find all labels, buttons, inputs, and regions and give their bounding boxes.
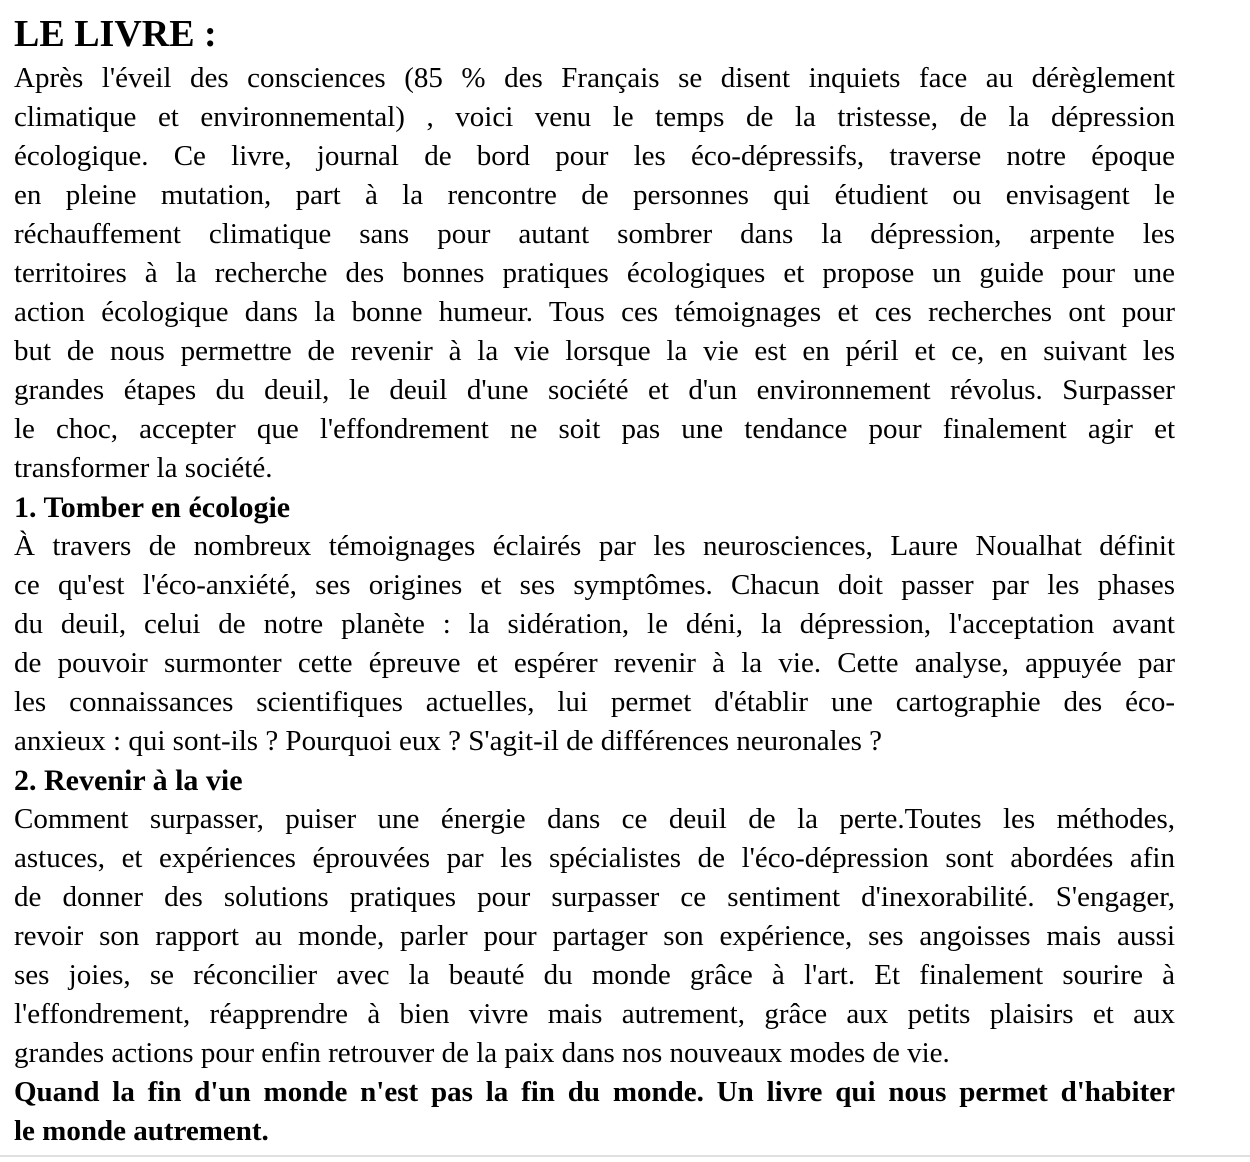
intro-paragraph — [14, 59, 1175, 488]
text-line: du deuil, celui de notre planète : la sidération, le déni, la dépression, l'acceptation avant — [14, 608, 1175, 640]
text-line: grandes étapes du deuil, le deuil d'une société et d'un environnement révolus. Surpasser — [14, 374, 1175, 406]
page-title: LE LIVRE : — [14, 13, 217, 55]
text-line: ses joies, se réconcilier avec la beauté du monde grâce à l'art. Et finalement sourire à — [14, 959, 1175, 991]
text-line: transformer la société. — [14, 452, 273, 484]
text-line: réchauffement climatique sans pour autant sombrer dans la dépression, arpente les — [14, 218, 1175, 250]
text-line: astuces, et expériences éprouvées par les spécialistes de l'éco-dépression sont abordées afin — [14, 842, 1175, 874]
text-line: le choc, accepter que l'effondrement ne soit pas une tendance pour finalement agir et — [14, 413, 1175, 445]
text-line: de pouvoir surmonter cette épreuve et espérer revenir à la vie. Cette analyse, appuyée par — [14, 647, 1175, 679]
text-line: les connaissances scientifiques actuelles, lui permet d'établir une cartographie des éco- — [14, 686, 1175, 718]
text-line: l'effondrement, réapprendre à bien vivre mais autrement, grâce aux petits plaisirs et aux — [14, 998, 1175, 1030]
text-line: anxieux : qui sont-ils ? Pourquoi eux ? S'agit-il de différences neuronales ? — [14, 725, 883, 757]
text-line: Comment surpasser, puiser une énergie dans ce deuil de la perte.Toutes les méthodes, — [14, 803, 1175, 835]
text-line: action écologique dans la bonne humeur. Tous ces témoignages et ces recherches ont pour — [14, 296, 1175, 328]
text-line: revoir son rapport au monde, parler pour partager son expérience, ses angoisses mais aussi — [14, 920, 1175, 952]
section-1-paragraph — [14, 527, 1175, 761]
text-line: en pleine mutation, part à la rencontre de personnes qui étudient ou envisagent le — [14, 179, 1175, 211]
text-line: Quand la fin d'un monde n'est pas la fin du monde. Un livre qui nous permet d'habiter — [14, 1076, 1175, 1108]
text-line: Après l'éveil des consciences (85 % des Français se disent inquiets face au dérèglement — [14, 62, 1175, 94]
closing-statement — [14, 1073, 1175, 1151]
text-line: ce qu'est l'éco-anxiété, ses origines et ses symptômes. Chacun doit passer par les phases — [14, 569, 1175, 601]
text-line: écologique. Ce livre, journal de bord pour les éco-dépressifs, traverse notre époque — [14, 140, 1175, 172]
section-2-paragraph — [14, 800, 1175, 1073]
text-line: but de nous permettre de revenir à la vie lorsque la vie est en péril et ce, en suivant les — [14, 335, 1175, 367]
text-line: À travers de nombreux témoignages éclairés par les neurosciences, Laure Noualhat définit — [14, 530, 1175, 562]
bottom-divider — [0, 1155, 1250, 1157]
text-line: de donner des solutions pratiques pour surpasser ce sentiment d'inexorabilité. S'engager, — [14, 881, 1175, 913]
text-line: territoires à la recherche des bonnes pratiques écologiques et propose un guide pour une — [14, 257, 1175, 289]
section-heading-1: 1. Tomber en écologie — [14, 491, 291, 524]
text-line: grandes actions pour enfin retrouver de la paix dans nos nouveaux modes de vie. — [14, 1037, 950, 1069]
section-heading-2: 2. Revenir à la vie — [14, 764, 243, 797]
text-line: le monde autrement. — [14, 1115, 269, 1147]
text-line: climatique et environnemental) , voici venu le temps de la tristesse, de la dépression — [14, 101, 1175, 133]
